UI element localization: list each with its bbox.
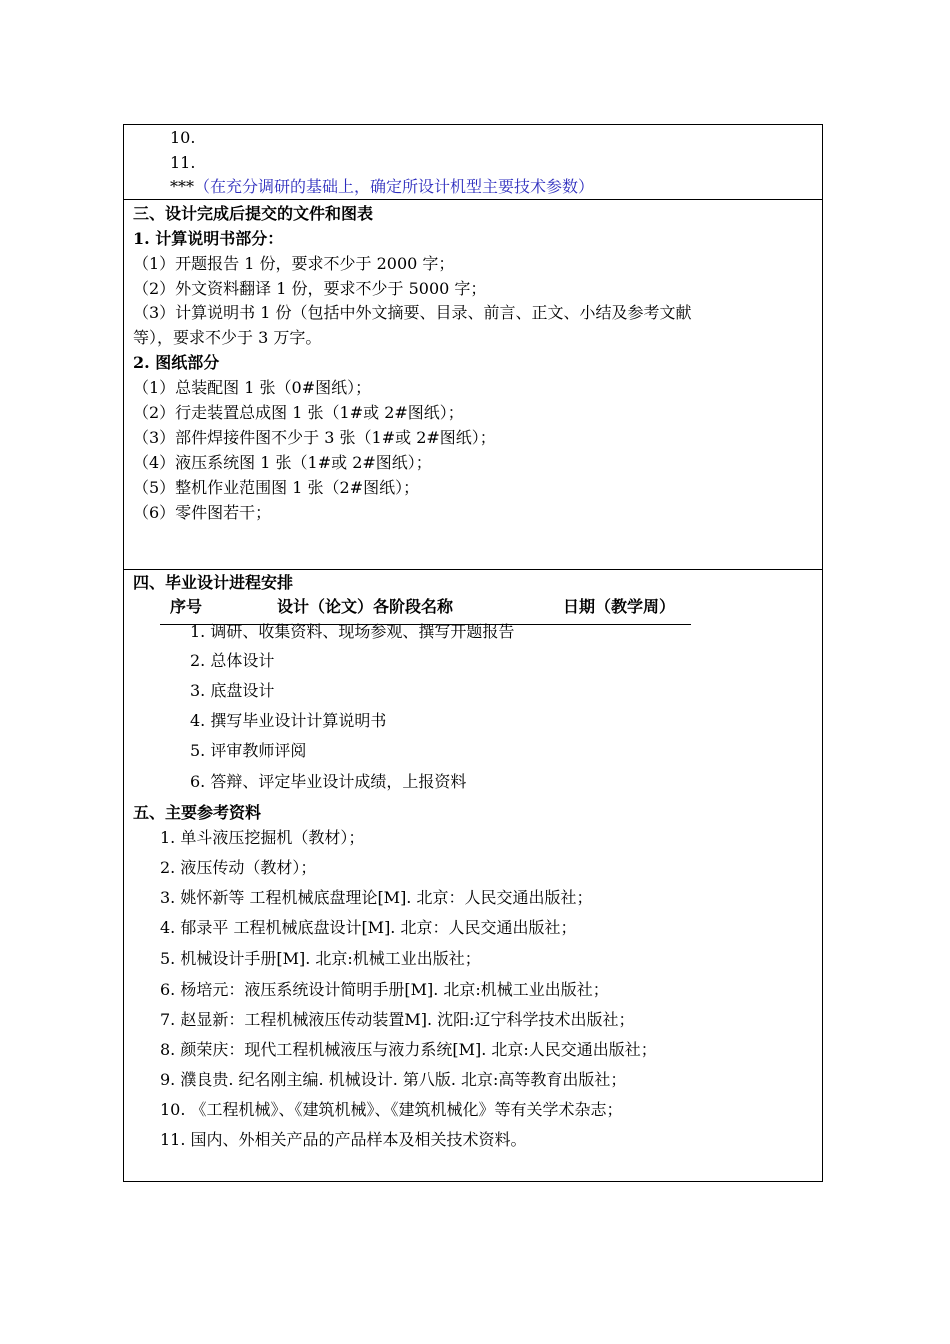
list-item: （3）计算说明书 1 份（包括中外文摘要、目录、前言、正文、小结及参考文献 bbox=[133, 303, 692, 322]
reference-item: 7. 赵显新：工程机械液压传动装置M]. 沈阳:辽宁科学技术出版社； bbox=[160, 1010, 635, 1029]
reference-item: 1. 单斗液压挖掘机（教材）； bbox=[160, 828, 365, 847]
list-item: （6）零件图若干； bbox=[133, 503, 272, 522]
reference-item: 8. 颜荣庆：现代工程机械液压与液力系统[M]. 北京:人民交通出版社； bbox=[160, 1040, 657, 1059]
reference-item: 5. 机械设计手册[M]. 北京:机械工业出版社； bbox=[160, 949, 481, 968]
reference-item: 9. 濮良贵. 纪名刚主编. 机械设计. 第八版. 北京:高等教育出版社； bbox=[160, 1070, 627, 1089]
section-title: 五、主要参考资料 bbox=[133, 803, 262, 822]
list-item: 等），要求不少于 3 万字。 bbox=[133, 328, 322, 347]
list-item: （4）液压系统图 1 张（1#或 2#图纸）； bbox=[133, 453, 432, 472]
note-text: （在充分调研的基础上，确定所设计机型主要技术参数） bbox=[194, 177, 595, 196]
table-row: 5. 评审教师评阅 bbox=[190, 741, 307, 760]
table-row: 4. 撰写毕业设计计算说明书 bbox=[190, 711, 387, 730]
reference-item: 6. 杨培元：液压系统设计简明手册[M]. 北京:机械工业出版社； bbox=[160, 980, 609, 999]
list-item: 10. bbox=[170, 128, 196, 147]
column-header-date: 日期（教学周） bbox=[563, 597, 676, 616]
reference-item: 4. 郁录平 工程机械底盘设计[M]. 北京：人民交通出版社； bbox=[160, 918, 577, 937]
row-divider bbox=[124, 199, 822, 200]
note-line bbox=[170, 177, 594, 197]
column-header-index: 序号 bbox=[170, 597, 203, 616]
reference-item: 3. 姚怀新等 工程机械底盘理论[M]. 北京：人民交通出版社； bbox=[160, 888, 593, 907]
reference-item: 10. 《工程机械》、《建筑机械》、《建筑机械化》等有关学术杂志； bbox=[160, 1100, 623, 1119]
reference-item: 11. 国内、外相关产品的产品样本及相关技术资料。 bbox=[160, 1130, 527, 1149]
row-divider bbox=[124, 569, 822, 570]
table-row: 1. 调研、收集资料、现场参观、撰写开题报告 bbox=[190, 622, 515, 641]
list-item: （2）外文资料翻译 1 份，要求不少于 5000 字； bbox=[133, 279, 487, 298]
section-title: 三、设计完成后提交的文件和图表 bbox=[133, 204, 374, 223]
list-item: （5）整机作业范围图 1 张（2#图纸）； bbox=[133, 478, 420, 497]
list-item: （1）开题报告 1 份，要求不少于 2000 字； bbox=[133, 254, 455, 273]
list-item: （2）行走装置总成图 1 张（1#或 2#图纸）； bbox=[133, 403, 464, 422]
list-item: 11. bbox=[170, 153, 196, 172]
reference-item: 2. 液压传动（教材）； bbox=[160, 858, 317, 877]
table-row: 3. 底盘设计 bbox=[190, 681, 275, 700]
table-row: 2. 总体设计 bbox=[190, 651, 275, 670]
list-item: （1）总装配图 1 张（0#图纸）； bbox=[133, 378, 372, 397]
subsection-title: 1. 计算说明书部分： bbox=[133, 229, 284, 248]
list-item: （3）部件焊接件图不少于 3 张（1#或 2#图纸）； bbox=[133, 428, 496, 447]
table-row: 6. 答辩、评定毕业设计成绩，上报资料 bbox=[190, 772, 467, 791]
column-header-stage: 设计（论文）各阶段名称 bbox=[277, 597, 454, 616]
note-prefix: *** bbox=[170, 177, 194, 196]
subsection-title: 2. 图纸部分 bbox=[133, 353, 220, 372]
section-title: 四、毕业设计进程安排 bbox=[133, 573, 294, 592]
